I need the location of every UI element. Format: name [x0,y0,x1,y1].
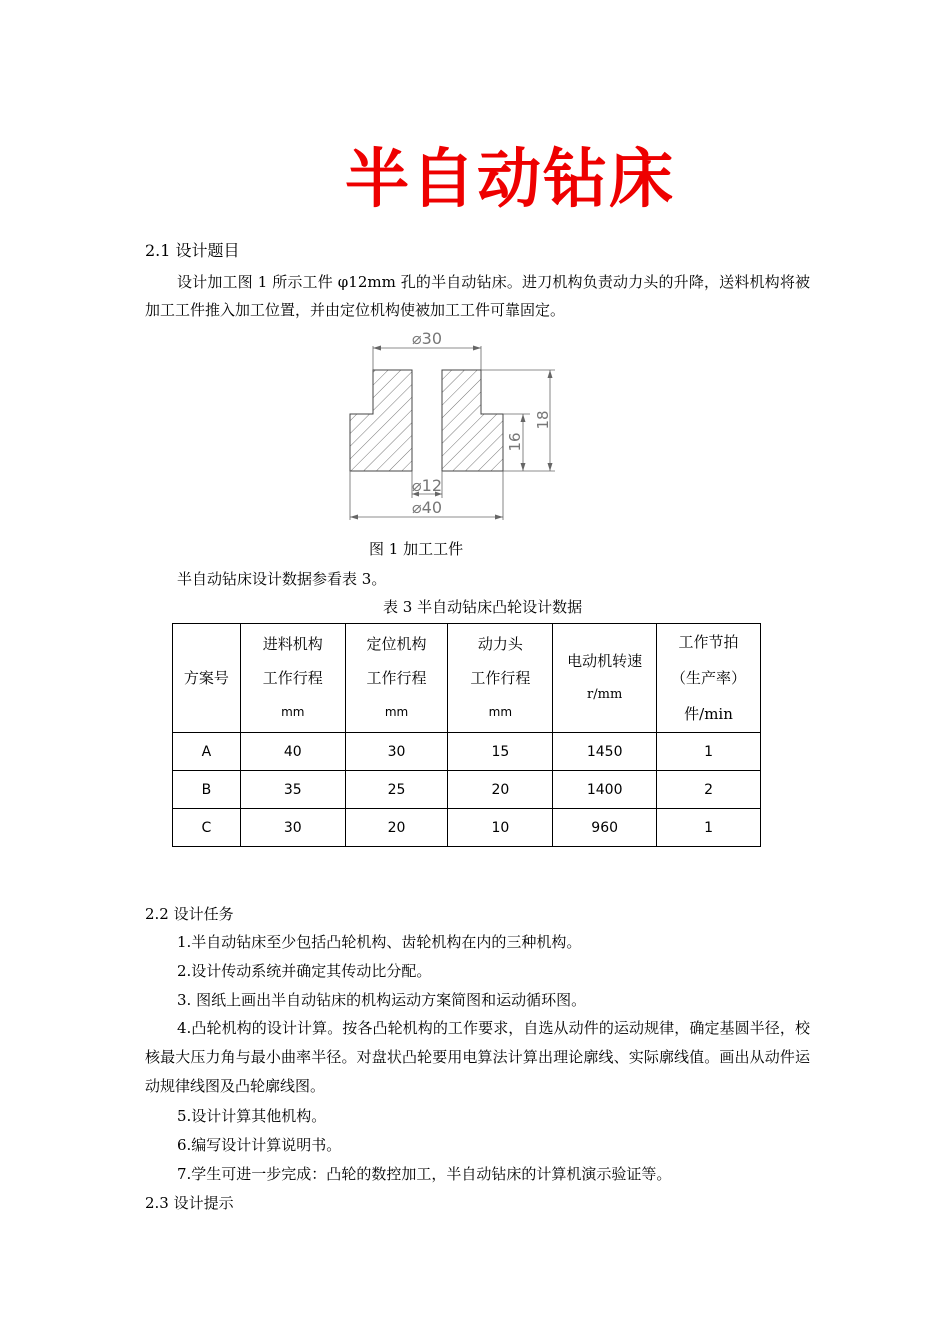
table-header-row [173,624,761,733]
table-cell: 1400 [553,771,657,809]
table-cell: B [173,771,241,809]
design-topic-paragraph: 设计加工图 1 所示工件 φ12mm 孔的半自动钻床。进刀机构负责动力头的升降，送料机构将被加工工件推入加工位置，并由定位机构使被加工工件可靠固定。 [145,273,810,319]
header-cell: 定位机构 工作行程 mm [345,624,448,733]
section-heading-2-3: 2.3 设计提示 [145,1194,234,1212]
task-item-4: 4.凸轮机构的设计计算。按各凸轮机构的工作要求，自选从动件的运动规律，确定基圆半径，校核最大压力角与最小曲率半径。对盘状凸轮要用电算法计算出理论廓线、实际廓线值。画出从动件运动规律线图及凸轮廓线图。 [145,1019,810,1095]
table-cell: C [173,809,241,847]
table-cell: 10 [448,809,553,847]
table-cell: 20 [345,809,448,847]
table-row [173,733,761,771]
table-cell: 1 [657,733,761,771]
page-title: 半自动钻床 [345,143,675,217]
dim-40-label: ⌀40 [412,498,442,517]
task-item-5: 5.设计计算其他机构。 [177,1107,327,1125]
table-cell: 2 [657,771,761,809]
section-heading-2-1: 2.1 设计题目 [145,241,240,260]
table-row [173,771,761,809]
dim-18-label: 18 [534,410,552,430]
table-cell: 30 [345,733,448,771]
table-cell: 15 [448,733,553,771]
dim-16-label: 16 [506,432,524,452]
table-row [173,809,761,847]
workpiece-right-section [442,370,503,471]
table-cell: 1450 [553,733,657,771]
task-item-1: 1.半自动钻床至少包括凸轮机构、齿轮机构在内的三种机构。 [177,933,582,951]
header-cell: 动力头 工作行程 mm [448,624,553,733]
header-cell: 方案号 [173,624,241,733]
table-cell: 35 [240,771,345,809]
table-cell: A [173,733,241,771]
table-cell: 25 [345,771,448,809]
table-cell: 40 [240,733,345,771]
task-item-6: 6.编写设计计算说明书。 [177,1136,342,1154]
table-reference-text: 半自动钻床设计数据参看表 3。 [177,570,387,588]
task-item-7: 7.学生可进一步完成：凸轮的数控加工，半自动钻床的计算机演示验证等。 [177,1165,672,1183]
table-cell: 30 [240,809,345,847]
task-item-3: 3. 图纸上画出半自动钻床的机构运动方案简图和运动循环图。 [177,991,587,1009]
header-cell: 进料机构 工作行程 mm [240,624,345,733]
cam-design-data-table [172,623,761,847]
figure-caption: 图 1 加工工件 [369,540,464,558]
dim-30-label: ⌀30 [412,329,442,348]
table-cell: 960 [553,809,657,847]
table-cell: 1 [657,809,761,847]
header-cell: 工作节拍 （生产率） 件/min [657,624,761,733]
table-caption: 表 3 半自动钻床凸轮设计数据 [383,598,583,616]
task-item-2: 2.设计传动系统并确定其传动比分配。 [177,962,432,980]
table-cell: 20 [448,771,553,809]
dim-12-label: ⌀12 [412,476,442,495]
workpiece-left-section [350,370,412,471]
header-cell: 电动机转速 r/mm [553,624,657,733]
section-heading-2-2: 2.2 设计任务 [145,905,234,923]
workpiece-figure [330,326,570,526]
